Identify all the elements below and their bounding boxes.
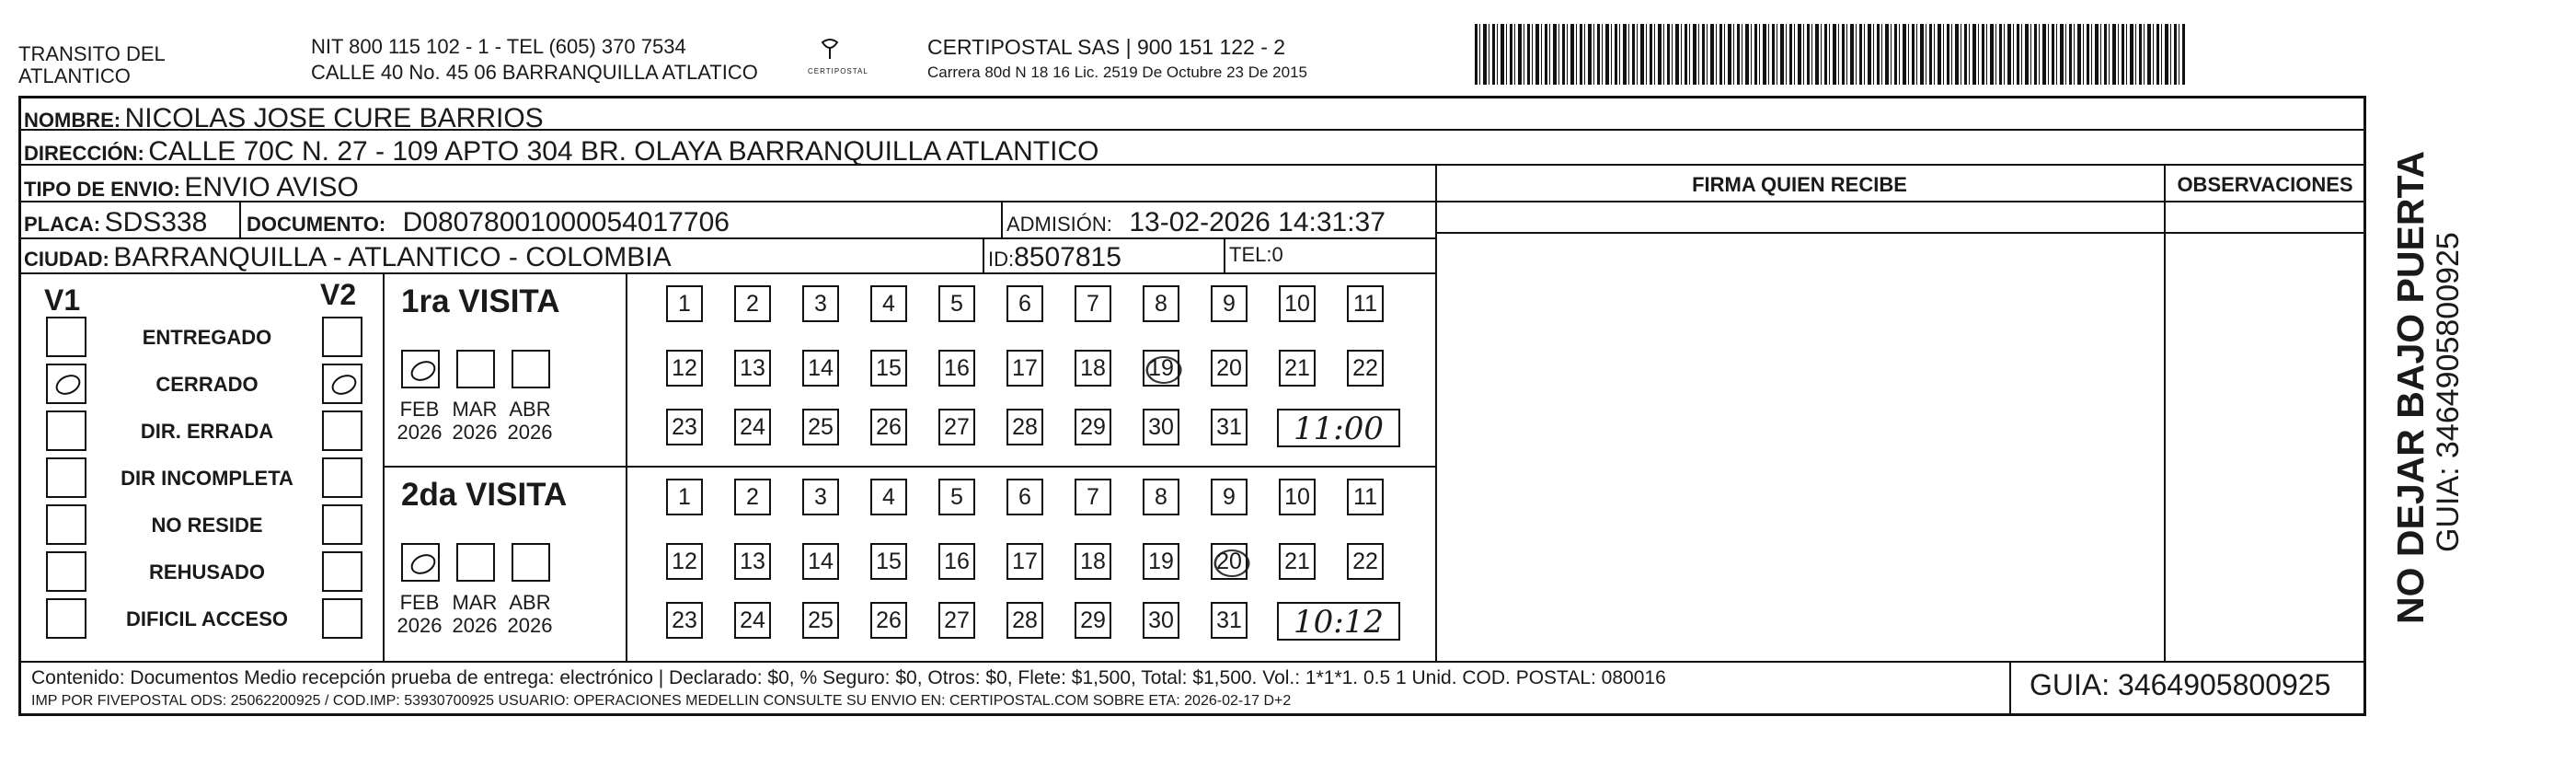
day-box[interactable]: 13	[734, 543, 771, 580]
day-box[interactable]: 28	[1006, 602, 1043, 639]
day-box[interactable]: 18	[1075, 350, 1111, 387]
month-label	[392, 398, 447, 445]
day-box[interactable]: 19	[1143, 543, 1179, 580]
day-box[interactable]: 15	[870, 350, 907, 387]
day-box[interactable]: 10	[1279, 479, 1316, 515]
day-box[interactable]: 19	[1143, 350, 1179, 387]
day-box[interactable]: 10	[1279, 285, 1316, 322]
id-value: 8507815	[1014, 242, 1121, 272]
month-checkbox[interactable]	[456, 543, 495, 582]
month-name: FEB	[399, 591, 440, 614]
day-box[interactable]: 30	[1143, 409, 1179, 445]
courier-logo-text: CERTIPOSTAL	[808, 67, 868, 75]
status-option-label: REHUSADO	[149, 561, 265, 584]
day-box[interactable]: 25	[802, 602, 839, 639]
status-option-label: DIFICIL ACCESO	[125, 607, 288, 630]
day-box[interactable]: 1	[666, 285, 703, 322]
day-box[interactable]: 9	[1211, 285, 1248, 322]
nombre-label: NOMBRE:	[24, 109, 121, 132]
tipo-envio-value: ENVIO AVISO	[184, 172, 359, 202]
status-v2-checkbox[interactable]	[322, 598, 362, 639]
day-box[interactable]: 2	[734, 479, 771, 515]
status-v2-checkbox[interactable]	[322, 317, 362, 357]
day-box[interactable]: 8	[1143, 479, 1179, 515]
status-v1-checkbox[interactable]	[46, 598, 86, 639]
day-box[interactable]: 23	[666, 409, 703, 445]
day-box[interactable]: 17	[1006, 350, 1043, 387]
courier-logo-icon	[811, 37, 848, 64]
tipo-envio-label: TIPO DE ENVIO:	[24, 178, 180, 201]
day-box[interactable]: 12	[666, 350, 703, 387]
status-v2-checkbox[interactable]	[322, 410, 362, 451]
status-v2-checkbox[interactable]	[322, 551, 362, 592]
status-v2-checkbox[interactable]	[322, 457, 362, 498]
side-guia: GUIA: 3464905800925	[2431, 232, 2466, 552]
status-v1-checkbox[interactable]	[46, 504, 86, 545]
month-checkbox[interactable]	[456, 350, 495, 388]
visit-title: 2da VISITA	[401, 477, 568, 513]
footer-guia: GUIA: 3464905800925	[2030, 668, 2331, 701]
day-box[interactable]: 31	[1211, 602, 1248, 639]
courier-name-line: CERTIPOSTAL SAS | 900 151 122 - 2	[927, 35, 1286, 59]
courier-address-line: Carrera 80d N 18 16 Lic. 2519 De Octubre 23 De 2015	[927, 64, 1307, 81]
day-box[interactable]: 15	[870, 543, 907, 580]
day-box[interactable]: 11	[1347, 479, 1384, 515]
day-box[interactable]: 22	[1347, 543, 1384, 580]
month-name: FEB	[399, 398, 440, 421]
day-box[interactable]: 4	[870, 479, 907, 515]
status-v1-checkbox[interactable]	[46, 457, 86, 498]
month-year: 2026	[397, 421, 443, 445]
status-option-label: DIR. ERRADA	[140, 420, 274, 443]
placa-value: SDS338	[104, 207, 208, 237]
tel-label: TEL:	[1229, 243, 1272, 266]
barcode	[1475, 24, 2185, 85]
day-box[interactable]: 3	[802, 285, 839, 322]
day-box[interactable]: 24	[734, 602, 771, 639]
day-box[interactable]: 6	[1006, 479, 1043, 515]
day-box[interactable]: 18	[1075, 543, 1111, 580]
month-label	[447, 398, 502, 445]
visit-time-box[interactable]: 11:00	[1277, 409, 1400, 447]
day-box[interactable]: 26	[870, 409, 907, 445]
month-checkbox[interactable]	[512, 543, 550, 582]
status-v1-checkbox[interactable]	[46, 551, 86, 592]
company-name-line1: TRANSITO DEL	[18, 42, 166, 65]
ciudad-value: BARRANQUILLA - ATLANTICO - COLOMBIA	[113, 242, 672, 272]
observaciones-column-header: OBSERVACIONES	[2177, 173, 2353, 196]
status-option-label: DIR INCOMPLETA	[121, 467, 293, 490]
day-box[interactable]: 3	[802, 479, 839, 515]
month-label	[502, 398, 558, 445]
month-year: 2026	[452, 614, 498, 638]
id-label: ID:	[988, 248, 1015, 271]
month-label	[392, 591, 447, 638]
month-label	[447, 591, 502, 638]
month-year: 2026	[507, 614, 553, 638]
admision-value: 13-02-2026 14:31:37	[1129, 207, 1386, 237]
placa-label: PLACA:	[24, 213, 101, 236]
status-v2-checkbox[interactable]	[322, 364, 362, 404]
day-box[interactable]: 7	[1075, 285, 1111, 322]
day-box[interactable]: 7	[1075, 479, 1111, 515]
day-box[interactable]: 22	[1347, 350, 1384, 387]
day-box[interactable]: 6	[1006, 285, 1043, 322]
status-option-label: CERRADO	[155, 373, 259, 396]
nombre-value: NICOLAS JOSE CURE BARRIOS	[124, 103, 544, 133]
day-box[interactable]: 16	[938, 350, 975, 387]
day-box[interactable]: 8	[1143, 285, 1179, 322]
day-box[interactable]: 20	[1211, 350, 1248, 387]
day-box[interactable]: 23	[666, 602, 703, 639]
month-checkbox[interactable]	[401, 543, 440, 582]
month-checkbox[interactable]	[401, 350, 440, 388]
month-name: ABR	[509, 398, 551, 421]
day-box[interactable]: 11	[1347, 285, 1384, 322]
month-label	[502, 591, 558, 638]
v2-header: V2	[320, 278, 357, 311]
day-box[interactable]: 28	[1006, 409, 1043, 445]
month-name: ABR	[509, 591, 551, 614]
address-line: CALLE 40 No. 45 06 BARRANQUILLA ATLATICO	[311, 61, 758, 84]
day-box[interactable]: 26	[870, 602, 907, 639]
day-box[interactable]: 25	[802, 409, 839, 445]
nit-line: NIT 800 115 102 - 1 - TEL (605) 370 7534	[311, 35, 686, 58]
day-box[interactable]: 29	[1075, 602, 1111, 639]
day-box[interactable]: 1	[666, 479, 703, 515]
visit-time-box[interactable]: 10:12	[1277, 602, 1400, 641]
day-box[interactable]: 9	[1211, 479, 1248, 515]
month-year: 2026	[507, 421, 553, 445]
documento-label: DOCUMENTO:	[247, 213, 386, 236]
day-box[interactable]: 27	[938, 409, 975, 445]
day-box[interactable]: 16	[938, 543, 975, 580]
month-year: 2026	[452, 421, 498, 445]
month-year: 2026	[397, 614, 443, 638]
day-box[interactable]: 20	[1211, 543, 1248, 580]
documento-value: D08078001000054017706	[402, 207, 730, 237]
ciudad-label: CIUDAD:	[24, 248, 109, 271]
day-box[interactable]: 12	[666, 543, 703, 580]
day-box[interactable]: 29	[1075, 409, 1111, 445]
status-v1-checkbox[interactable]	[46, 410, 86, 451]
day-box[interactable]: 5	[938, 285, 975, 322]
contenido-line: Contenido: Documentos Medio recepción prueba de entrega: electrónico | Declarado: $0, % Seguro: $0, Otros: $0, Flete: $1,500, Total: $1,500. Vol.: 1*1*1. 0.5 1 Unid. COD. POSTAL: 080016	[31, 667, 1666, 688]
day-box[interactable]: 21	[1279, 350, 1316, 387]
day-box[interactable]: 27	[938, 602, 975, 639]
day-box[interactable]: 14	[802, 543, 839, 580]
side-warning: NO DEJAR BAJO PUERTA	[2389, 150, 2432, 624]
status-option-label: NO RESIDE	[151, 514, 263, 537]
status-v2-checkbox[interactable]	[322, 504, 362, 545]
day-box[interactable]: 4	[870, 285, 907, 322]
admision-label: ADMISIÓN:	[1006, 213, 1112, 236]
status-v1-checkbox[interactable]	[46, 317, 86, 357]
day-box[interactable]: 2	[734, 285, 771, 322]
month-checkbox[interactable]	[512, 350, 550, 388]
status-v1-checkbox[interactable]	[46, 364, 86, 404]
day-box[interactable]: 30	[1143, 602, 1179, 639]
day-box[interactable]: 17	[1006, 543, 1043, 580]
tel-value: 0	[1271, 243, 1283, 266]
v1-header: V1	[44, 283, 81, 317]
day-box[interactable]: 5	[938, 479, 975, 515]
day-box[interactable]: 21	[1279, 543, 1316, 580]
firma-column-header: FIRMA QUIEN RECIBE	[1692, 173, 1907, 196]
day-box[interactable]: 24	[734, 409, 771, 445]
day-box[interactable]: 14	[802, 350, 839, 387]
status-option-label: ENTREGADO	[142, 326, 272, 349]
month-name: MAR	[452, 398, 498, 421]
company-name-line2: ATLANTICO	[18, 64, 131, 87]
visit-title: 1ra VISITA	[401, 283, 560, 319]
day-box[interactable]: 31	[1211, 409, 1248, 445]
direccion-label: DIRECCIÓN:	[24, 142, 144, 165]
month-name: MAR	[452, 591, 498, 614]
direccion-value: CALLE 70C N. 27 - 109 APTO 304 BR. OLAYA BARRANQUILLA ATLANTICO	[148, 136, 1099, 167]
day-box[interactable]: 13	[734, 350, 771, 387]
imp-line: IMP POR FIVEPOSTAL ODS: 25062200925 / COD.IMP: 53930700925 USUARIO: OPERACIONES MEDELLIN CONSULTE SU ENVIO EN: CERTIPOSTAL.COM SOBRE ETA: 2026-02-17 D+2	[31, 693, 1292, 709]
